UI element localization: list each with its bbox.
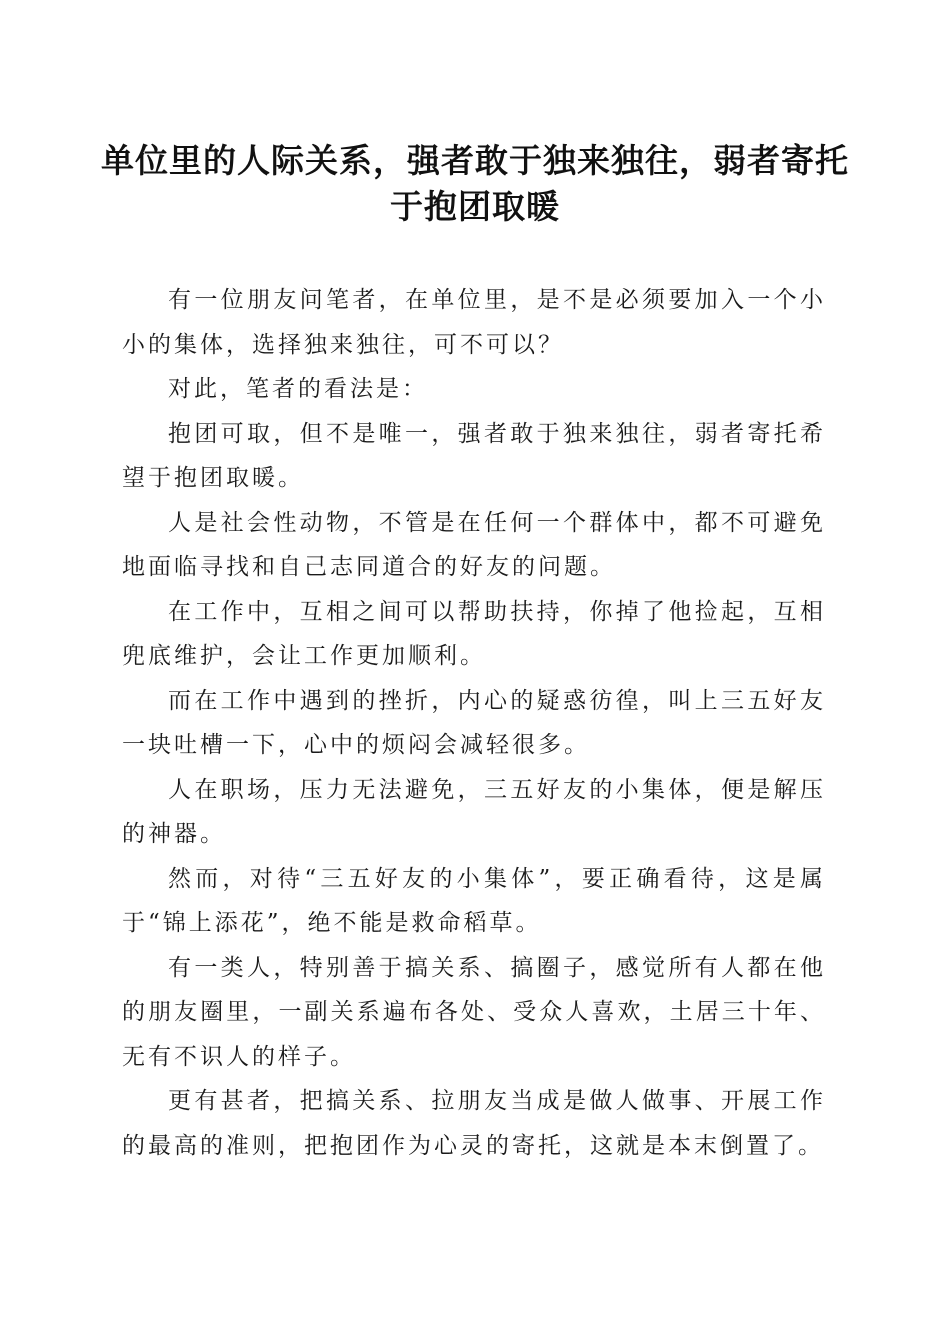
paragraph: 对此，笔者的看法是： [168, 376, 428, 402]
paragraph: 有一位朋友问笔者，在单位里，是不是必须要加入一个小小的集体，选择独来独往，可不可以？ [122, 287, 826, 358]
paragraph: 然而，对待“三五好友的小集体”，要正确看待，这是属于“锦上添花”，绝不能是救命稻草。 [122, 865, 826, 936]
paragraph: 人是社会性动物，不管是在任何一个群体中，都不可避免地面临寻找和自己志同道合的好友的问题。 [122, 509, 826, 580]
paragraph: 人在职场，压力无法避免，三五好友的小集体，便是解压的神器。 [122, 776, 826, 847]
paragraph: 更有甚者，把搞关系、拉朋友当成是做人做事、开展工作的最高的准则，把抱团作为心灵的寄托，这就是本末倒置了。 [122, 1088, 826, 1159]
paragraph: 而在工作中遇到的挫折，内心的疑惑彷徨，叫上三五好友一块吐槽一下，心中的烦闷会减轻很多。 [122, 687, 826, 758]
document-body [122, 278, 826, 1168]
paragraph: 在工作中，互相之间可以帮助扶持，你掉了他捡起，互相兜底维护，会让工作更加顺利。 [122, 598, 826, 669]
document-title: 单位里的人际关系，强者敢于独来独往，弱者寄托于抱团取暖 [101, 141, 849, 226]
paragraph: 抱团可取，但不是唯一，强者敢于独来独往，弱者寄托希望于抱团取暖。 [122, 420, 826, 491]
paragraph: 有一类人，特别善于搞关系、搞圈子，感觉所有人都在他的朋友圈里，一副关系遍布各处、受众人喜欢，土居三十年、无有不识人的样子。 [122, 954, 826, 1070]
